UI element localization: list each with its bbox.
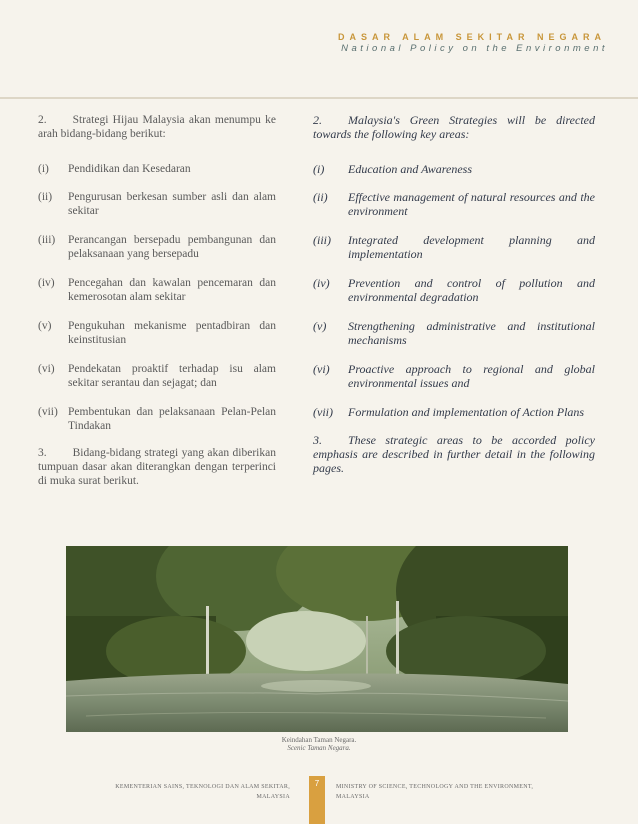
malay-list-item <box>38 319 276 347</box>
english-list-item <box>313 319 595 347</box>
malay-item-text: Pendekatan proaktif terhadap isu alam sekitar serantau dan sejagat; dan <box>68 363 276 389</box>
header-title: DASAR ALAM SEKITAR NEGARA <box>338 32 606 42</box>
english-item-number: (ii) <box>313 190 328 204</box>
english-item-number: (iv) <box>313 276 330 290</box>
english-item-number: (vii) <box>313 405 333 419</box>
header-divider <box>0 97 638 99</box>
malay-item-number: (iii) <box>38 234 56 246</box>
malay-list-item <box>38 162 276 176</box>
english-item-number: (vi) <box>313 362 330 376</box>
english-item-text: Education and Awareness <box>348 162 472 176</box>
malay-list-item <box>38 190 276 218</box>
footer-ministry-malay-line1: KEMENTERIAN SAINS, TEKNOLOGI DAN ALAM SEKITAR, <box>115 784 290 790</box>
photo-caption-malay: Keindahan Taman Negara. <box>281 736 357 744</box>
footer-ministry-english-line2: MALAYSIA <box>336 794 370 800</box>
malay-paragraph-3-number: 3. <box>38 447 47 459</box>
malay-column <box>38 113 276 488</box>
malay-item-number: (ii) <box>38 191 53 203</box>
footer-ministry-malay-line2: MALAYSIA <box>256 794 290 800</box>
english-paragraph-2-text: Malaysia's Green Strategies will be directed towards the following key areas: <box>313 113 595 141</box>
malay-item-number: (vii) <box>38 406 58 418</box>
river-forest-illustration <box>66 546 568 732</box>
malay-item-number: (i) <box>38 163 49 175</box>
malay-item-text: Perancangan bersepadu pembangunan dan pelaksanaan yang bersepadu <box>68 234 276 260</box>
english-item-text: Integrated development planning and implementation <box>348 233 595 261</box>
english-paragraph-2-number: 2. <box>313 113 322 127</box>
english-list-item <box>313 190 595 218</box>
english-item-text: Strengthening administrative and institutional mechanisms <box>348 319 595 347</box>
photo-caption-english: Scenic Taman Negara. <box>287 744 351 752</box>
english-item-number: (v) <box>313 319 327 333</box>
malay-item-text: Pendidikan dan Kesedaran <box>68 163 191 175</box>
malay-item-text: Pengukuhan mekanisme pentadbiran dan keinstitusian <box>68 320 276 346</box>
english-list-item <box>313 362 595 390</box>
footer-ministry-english-line1: MINISTRY OF SCIENCE, TECHNOLOGY AND THE ENVIRONMENT, <box>336 784 534 790</box>
taman-negara-photo <box>66 546 568 732</box>
malay-item-text: Pencegahan dan kawalan pencemaran dan kemerosotan alam sekitar <box>68 277 276 303</box>
footer-ministry-malay <box>60 782 290 802</box>
malay-item-number: (vi) <box>38 363 55 375</box>
header-subtitle: National Policy on the Environment <box>341 43 608 54</box>
malay-paragraph-3-text: Bidang-bidang strategi yang akan diberikan tumpuan dasar akan diterangkan dengan terperinci di muka surat berikut. <box>38 447 276 487</box>
english-list-item <box>313 405 595 419</box>
english-paragraph-3-text: These strategic areas to be accorded policy emphasis are described in further detail in the following pages. <box>313 433 595 475</box>
english-list-item <box>313 233 595 261</box>
malay-paragraph-2-text: Strategi Hijau Malaysia akan menumpu ke arah bidang-bidang berikut: <box>38 114 276 140</box>
english-list-item <box>313 276 595 304</box>
english-item-number: (iii) <box>313 233 331 247</box>
english-item-text: Proactive approach to regional and global environmental issues and <box>348 362 595 390</box>
malay-item-number: (v) <box>38 320 52 332</box>
malay-paragraph-2 <box>38 113 276 141</box>
english-item-text: Prevention and control of pollution and environmental degradation <box>348 276 595 304</box>
english-column <box>313 113 595 475</box>
malay-paragraph-3 <box>38 446 276 488</box>
page-number: 7 <box>309 776 325 824</box>
malay-item-text: Pembentukan dan pelaksanaan Pelan-Pelan Tindakan <box>68 406 276 432</box>
english-item-text: Effective management of natural resources and the environment <box>348 190 595 218</box>
malay-item-text: Pengurusan berkesan sumber asli dan alam sekitar <box>68 191 276 217</box>
malay-list-item <box>38 362 276 390</box>
malay-list-item <box>38 276 276 304</box>
english-paragraph-3-number: 3. <box>313 433 322 447</box>
english-paragraph-2 <box>313 113 595 141</box>
malay-paragraph-2-number: 2. <box>38 114 47 126</box>
english-item-number: (i) <box>313 162 325 176</box>
malay-item-number: (iv) <box>38 277 55 289</box>
footer-ministry-english <box>336 782 616 802</box>
english-paragraph-3 <box>313 433 595 475</box>
english-list-item <box>313 162 595 176</box>
malay-list-item <box>38 405 276 433</box>
malay-list-item <box>38 233 276 261</box>
english-item-text: Formulation and implementation of Action Plans <box>348 405 585 419</box>
